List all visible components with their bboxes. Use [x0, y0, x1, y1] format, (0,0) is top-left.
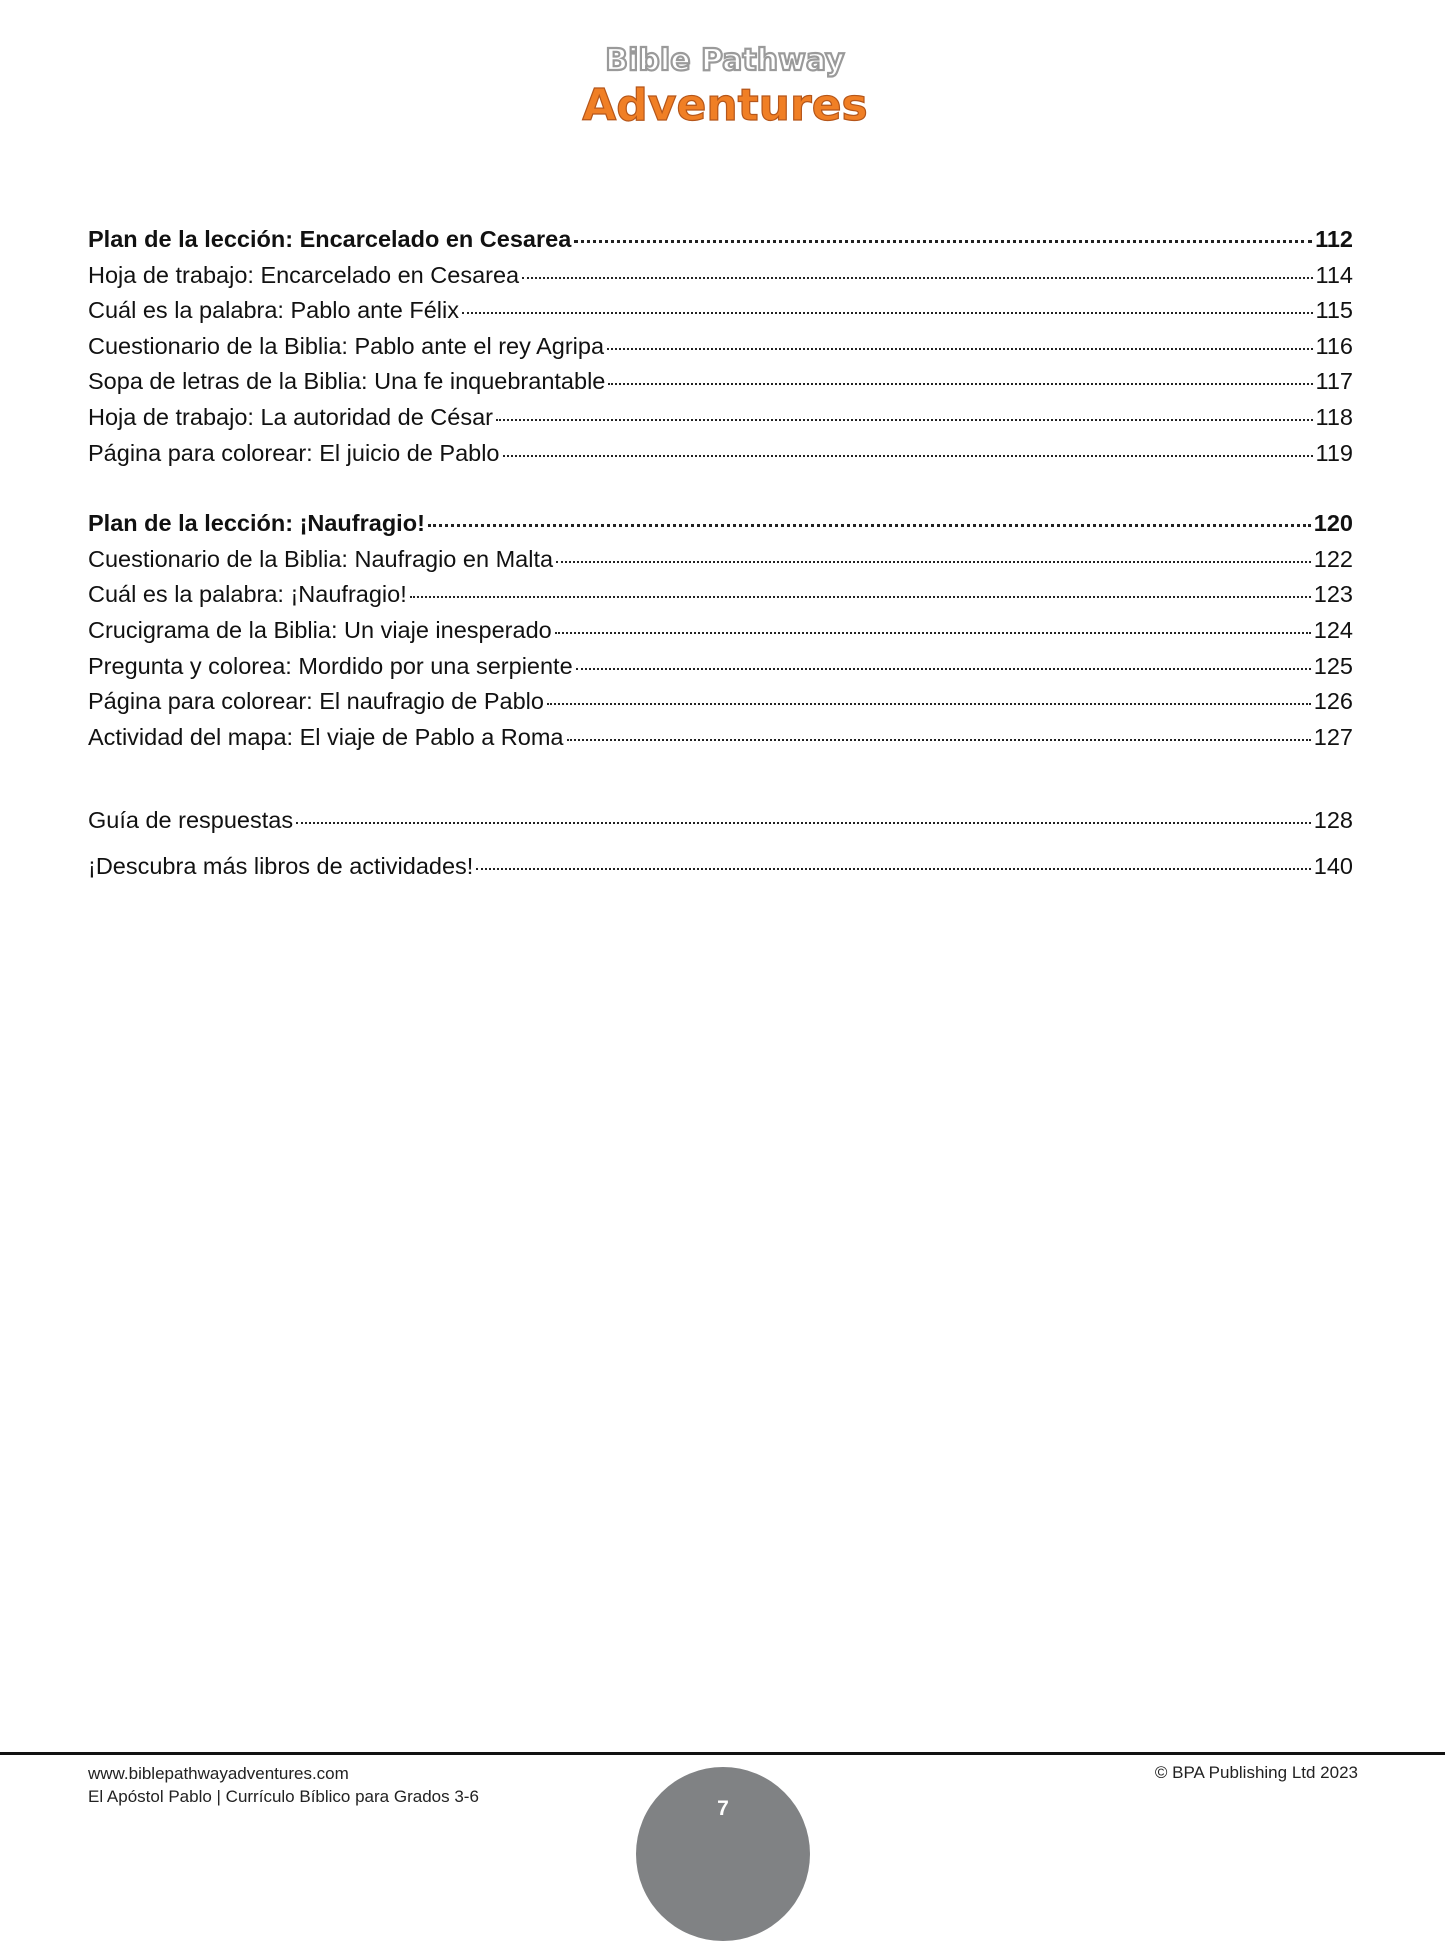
toc-entry[interactable] — [88, 222, 1353, 258]
toc-entry-page: 140 — [1313, 852, 1353, 879]
toc-leader-dots — [607, 346, 1313, 350]
toc-leader-dots — [574, 238, 1312, 243]
toc-entry-title: Página para colorear: El naufragio de Pablo — [88, 688, 544, 715]
toc-entry-page: 119 — [1315, 439, 1353, 466]
toc-entry-page: 123 — [1313, 581, 1353, 608]
toc-entry-title: Pregunta y colorea: Mordido por una serpiente — [88, 652, 573, 679]
toc-entry-title: Hoja de trabajo: Encarcelado en Cesarea — [88, 261, 520, 288]
page-number-tab — [636, 1767, 810, 1941]
toc-leader-dots — [576, 666, 1311, 670]
toc-entry[interactable] — [88, 684, 1353, 720]
page-number: 7 — [717, 1797, 729, 1820]
toc-entry-title: Crucigrama de la Biblia: Un viaje inesperado — [88, 616, 552, 643]
toc-entry-title: Cuestionario de la Biblia: Naufragio en Malta — [88, 545, 554, 572]
footer-divider — [0, 1752, 1445, 1755]
toc-entry-title: Hoja de trabajo: La autoridad de César — [88, 403, 493, 430]
toc-entry[interactable] — [88, 364, 1353, 400]
toc-leader-dots — [428, 522, 1311, 527]
toc-entry-title: Guía de respuestas — [88, 807, 294, 834]
toc-leader-dots — [296, 820, 1311, 824]
toc-entry[interactable] — [88, 400, 1353, 436]
footer-left — [88, 1762, 479, 1808]
bible-pathway-adventures-logo — [575, 30, 875, 140]
toc-leader-dots — [555, 630, 1311, 634]
toc-entry-page: 112 — [1315, 226, 1353, 252]
toc-entry-page: 118 — [1315, 403, 1353, 430]
toc-entry-page: 116 — [1315, 332, 1353, 359]
toc-leader-dots — [567, 737, 1311, 741]
toc-entry-title: Cuestionario de la Biblia: Pablo ante el rey Agripa — [88, 332, 605, 359]
toc-entry[interactable] — [88, 720, 1353, 756]
toc-leader-dots — [547, 701, 1311, 705]
toc-entry[interactable] — [88, 506, 1353, 542]
toc-leader-dots — [462, 310, 1313, 314]
toc-entry-title: Cuál es la palabra: ¡Naufragio! — [88, 581, 407, 608]
logo-line1: Bible Pathway — [605, 43, 845, 78]
toc-entry[interactable] — [88, 649, 1353, 685]
toc-leader-dots — [503, 453, 1313, 457]
toc-entry-page: 114 — [1315, 261, 1353, 288]
toc-section-shipwreck — [88, 506, 1353, 755]
toc-leader-dots — [522, 275, 1312, 279]
toc-entry[interactable] — [88, 542, 1353, 578]
toc-leader-dots — [496, 417, 1313, 421]
toc-section-caesarea — [88, 222, 1353, 471]
toc-entry-page: 117 — [1315, 368, 1353, 395]
footer-website[interactable]: www.biblepathwayadventures.com — [88, 1764, 349, 1783]
toc-entry-title: Sopa de letras de la Biblia: Una fe inquebrantable — [88, 368, 606, 395]
footer-book-title: El Apóstol Pablo | Currículo Bíblico para Grados 3-6 — [88, 1787, 479, 1806]
toc-entry-title: Cuál es la palabra: Pablo ante Félix — [88, 297, 459, 324]
toc-entry-page: 128 — [1313, 807, 1353, 834]
table-of-contents — [88, 222, 1353, 885]
toc-entry[interactable] — [88, 849, 1353, 885]
toc-entry-title: ¡Descubra más libros de actividades! — [88, 852, 474, 879]
toc-entry-page: 115 — [1315, 297, 1353, 324]
toc-entry-page: 127 — [1313, 723, 1353, 750]
logo — [575, 30, 875, 140]
toc-entry[interactable] — [88, 436, 1353, 472]
toc-section-extras — [88, 803, 1353, 884]
toc-entry-title: Actividad del mapa: El viaje de Pablo a Roma — [88, 723, 564, 750]
toc-entry[interactable] — [88, 329, 1353, 365]
toc-entry-page: 125 — [1313, 652, 1353, 679]
footer-copyright: © BPA Publishing Ltd 2023 — [1154, 1763, 1358, 1782]
toc-entry[interactable] — [88, 613, 1353, 649]
toc-leader-dots — [608, 381, 1312, 385]
toc-leader-dots — [410, 594, 1311, 598]
toc-entry-page: 120 — [1313, 510, 1353, 537]
toc-entry-page: 126 — [1313, 688, 1353, 715]
toc-entry-title: Plan de la lección: ¡Naufragio! — [88, 510, 425, 537]
toc-entry[interactable] — [88, 293, 1353, 329]
toc-entry[interactable] — [88, 577, 1353, 613]
logo-line2: Adventures — [582, 80, 868, 131]
toc-leader-dots — [556, 559, 1311, 563]
toc-entry-title: Plan de la lección: Encarcelado en Cesarea — [88, 226, 572, 252]
toc-leader-dots — [476, 866, 1310, 870]
toc-entry-title: Página para colorear: El juicio de Pablo — [88, 439, 500, 466]
toc-entry-page: 122 — [1313, 545, 1353, 572]
toc-entry-page: 124 — [1313, 616, 1353, 643]
toc-entry[interactable] — [88, 803, 1353, 839]
toc-entry[interactable] — [88, 258, 1353, 294]
